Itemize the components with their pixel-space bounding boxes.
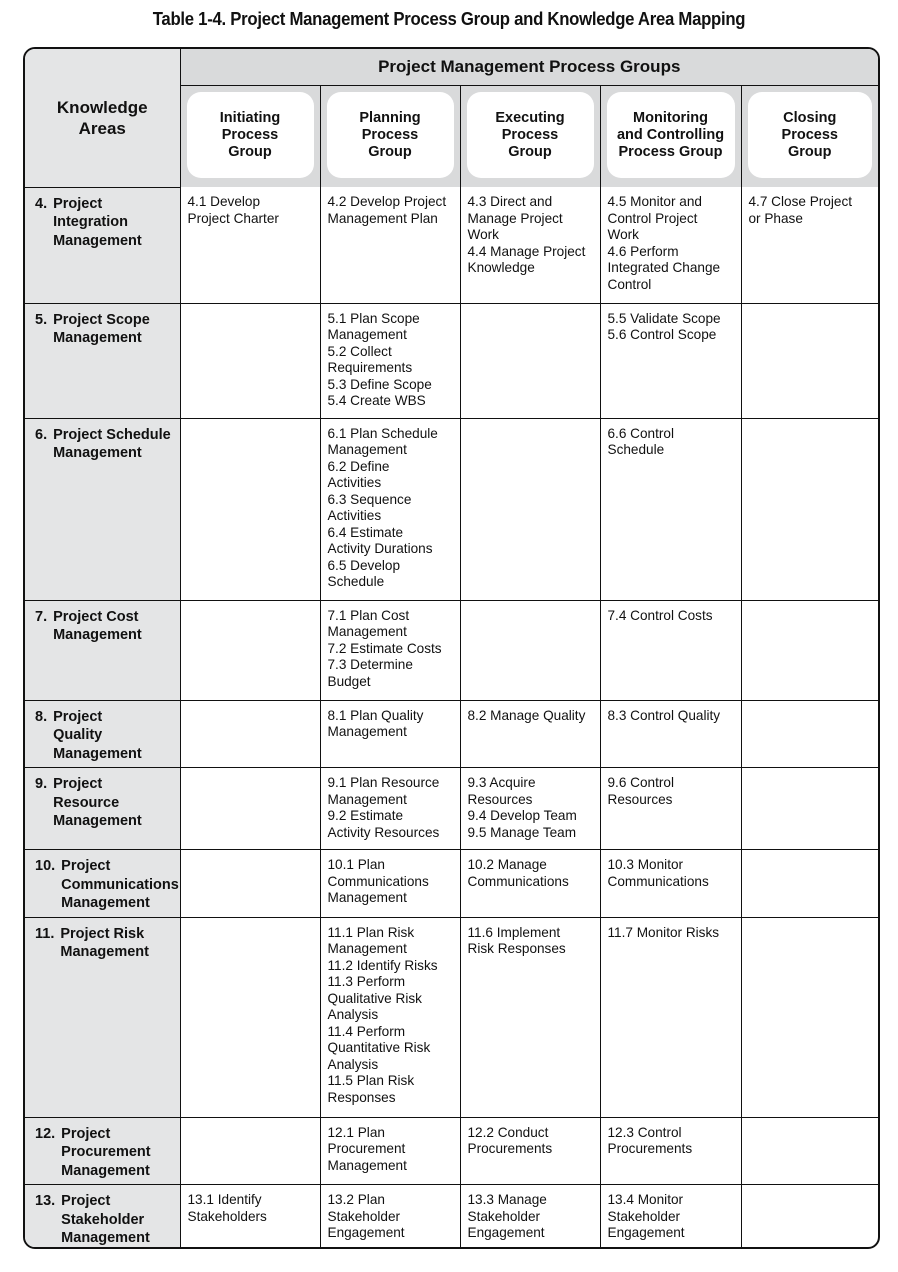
process-cell: [460, 303, 600, 418]
table-title: Table 1-4. Project Management Process Group and Knowledge Area Mapping: [152, 9, 746, 29]
group-label: Executing Process Group: [467, 92, 594, 178]
knowledge-area-cell: [25, 600, 180, 700]
knowledge-area-cell: [25, 850, 180, 918]
group-header-closing: [741, 86, 878, 188]
process-cell: [741, 768, 878, 850]
knowledge-area-number: 7.: [35, 608, 48, 625]
group-header-planning: [320, 86, 460, 188]
knowledge-area-cell: [25, 917, 180, 1117]
process-cell: [460, 600, 600, 700]
process-cell: 9.6 Control Resources: [600, 768, 741, 850]
group-header-monitoring: [600, 86, 741, 188]
process-cell: 13.1 Identify Stakeholders: [180, 1185, 320, 1250]
process-cell: 13.2 Plan Stakeholder Engagement: [320, 1185, 460, 1250]
table-row: [25, 917, 878, 1117]
process-cell: [741, 418, 878, 600]
process-cell: 5.5 Validate Scope 5.6 Control Scope: [600, 303, 741, 418]
table-row: [25, 187, 878, 303]
process-cell: 10.3 Monitor Communications: [600, 850, 741, 918]
knowledge-area-name: Project Integration Management: [53, 195, 142, 249]
knowledge-area-name: Project Schedule Management: [53, 426, 171, 461]
table-row: [25, 768, 878, 850]
table-row: [25, 1185, 878, 1250]
process-cell: [180, 600, 320, 700]
process-cell: [741, 700, 878, 768]
process-cell: 6.6 Control Schedule: [600, 418, 741, 600]
knowledge-areas-header: [25, 49, 180, 187]
knowledge-area-cell: [25, 303, 180, 418]
process-cell: 9.3 Acquire Resources 9.4 Develop Team 9.5 Manage Team: [460, 768, 600, 850]
process-cell: 13.4 Monitor Stakeholder Engagement: [600, 1185, 741, 1250]
process-cell: 9.1 Plan Resource Management 9.2 Estimate Activity Resources: [320, 768, 460, 850]
mapping-grid: [25, 49, 878, 1249]
table-row: [25, 700, 878, 768]
knowledge-area-name: Project Procurement Management: [61, 1125, 151, 1179]
knowledge-area-number: 11.: [35, 925, 55, 942]
process-cell: 7.4 Control Costs: [600, 600, 741, 700]
knowledge-area-cell: [25, 1185, 180, 1250]
process-cell: 4.3 Direct and Manage Project Work 4.4 Manage Project Knowledge: [460, 187, 600, 303]
process-cell: [180, 418, 320, 600]
process-cell: 12.3 Control Procurements: [600, 1117, 741, 1185]
process-cell: [741, 1185, 878, 1250]
table-row: [25, 850, 878, 918]
process-cell: 12.1 Plan Procurement Management: [320, 1117, 460, 1185]
knowledge-area-number: 6.: [35, 426, 48, 443]
process-cell: 8.3 Control Quality: [600, 700, 741, 768]
knowledge-area-name: Project Scope Management: [53, 311, 150, 346]
knowledge-area-cell: [25, 418, 180, 600]
process-cell: 8.2 Manage Quality: [460, 700, 600, 768]
process-cell: [180, 700, 320, 768]
knowledge-areas-label: Knowledge Areas: [56, 97, 148, 138]
process-cell: 4.1 Develop Project Charter: [180, 187, 320, 303]
process-cell: [741, 303, 878, 418]
knowledge-area-name: Project Risk Management: [60, 925, 149, 960]
knowledge-area-number: 4.: [35, 195, 48, 212]
process-cell: 10.1 Plan Communications Management: [320, 850, 460, 918]
process-cell: 4.7 Close Project or Phase: [741, 187, 878, 303]
table-row: [25, 600, 878, 700]
process-cell: 7.1 Plan Cost Management 7.2 Estimate Costs 7.3 Determine Budget: [320, 600, 460, 700]
process-cell: [741, 1117, 878, 1185]
group-label: Initiating Process Group: [187, 92, 314, 178]
process-cell: [741, 917, 878, 1117]
process-cell: [180, 303, 320, 418]
knowledge-area-name: Project Cost Management: [53, 608, 142, 643]
table-row: [25, 418, 878, 600]
process-groups-header: Project Management Process Groups: [180, 49, 878, 86]
knowledge-area-name: Project Stakeholder Management: [61, 1193, 150, 1246]
process-cell: 4.2 Develop Project Management Plan: [320, 187, 460, 303]
knowledge-area-number: 8.: [35, 708, 48, 725]
knowledge-area-name: Project Quality Management: [53, 708, 142, 762]
process-cell: 11.7 Monitor Risks: [600, 917, 741, 1117]
process-cell: 11.6 Implement Risk Responses: [460, 917, 600, 1117]
process-cell: [180, 768, 320, 850]
mapping-table: [23, 47, 880, 1249]
knowledge-area-number: 12.: [35, 1125, 56, 1142]
group-label: Monitoring and Controlling Process Group: [607, 92, 735, 178]
process-cell: 12.2 Conduct Procurements: [460, 1117, 600, 1185]
knowledge-area-number: 10.: [35, 858, 56, 874]
knowledge-area-number: 9.: [35, 776, 48, 792]
knowledge-area-cell: [25, 187, 180, 303]
process-cell: 13.3 Manage Stakeholder Engagement: [460, 1185, 600, 1250]
group-header-executing: [460, 86, 600, 188]
knowledge-area-number: 5.: [35, 311, 48, 328]
group-label: Closing Process Group: [748, 92, 873, 178]
knowledge-area-name: Project Communications Management: [61, 858, 179, 911]
knowledge-area-name: Project Resource Management: [53, 776, 142, 829]
process-cell: 10.2 Manage Communications: [460, 850, 600, 918]
process-cell: [460, 418, 600, 600]
process-cell: [741, 600, 878, 700]
process-cell: 6.1 Plan Schedule Management 6.2 Define Activities 6.3 Sequence Activities 6.4 Estimate Activity Durations 6.5 Develop Schedule: [320, 418, 460, 600]
table-row: [25, 1117, 878, 1185]
group-label: Planning Process Group: [327, 92, 454, 178]
process-cell: 4.5 Monitor and Control Project Work 4.6 Perform Integrated Change Control: [600, 187, 741, 303]
knowledge-area-cell: [25, 700, 180, 768]
process-cell: [180, 917, 320, 1117]
knowledge-area-cell: [25, 1117, 180, 1185]
process-cell: 5.1 Plan Scope Management 5.2 Collect Requirements 5.3 Define Scope 5.4 Create WBS: [320, 303, 460, 418]
process-cell: [180, 1117, 320, 1185]
table-row: [25, 303, 878, 418]
process-cell: 8.1 Plan Quality Management: [320, 700, 460, 768]
knowledge-area-cell: [25, 768, 180, 850]
process-cell: 11.1 Plan Risk Management 11.2 Identify Risks 11.3 Perform Qualitative Risk Analysis 11.4 Perform Quantitative Risk Analysis 11.5 Plan Risk Responses: [320, 917, 460, 1117]
process-cell: [741, 850, 878, 918]
group-header-initiating: [180, 86, 320, 188]
process-cell: [180, 850, 320, 918]
knowledge-area-number: 13.: [35, 1193, 56, 1209]
